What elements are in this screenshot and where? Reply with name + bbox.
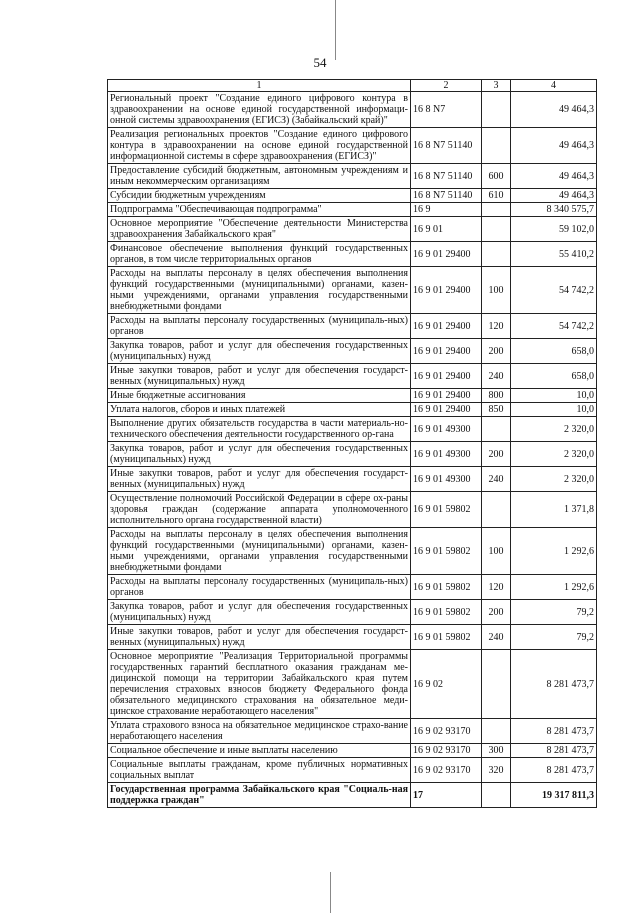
table-row (108, 364, 597, 389)
row-amount-cell: 49 464,3 (511, 189, 597, 203)
row-code-cell: 16 8 N7 51140 (411, 128, 482, 164)
row-expense-type-cell (482, 719, 511, 744)
row-expense-type-cell: 240 (482, 364, 511, 389)
row-code-cell: 16 9 01 49300 (411, 417, 482, 442)
row-name-cell: Субсидии бюджетным учреждениям (108, 189, 411, 203)
row-expense-type-cell: 200 (482, 600, 511, 625)
row-name-cell: Расходы на выплаты персоналу в целях обеспечения выполнения функций государственными (муниципальными) органами, казен-ными учреждениями, органами управления государственными внебюджетными фондами (108, 267, 411, 314)
row-expense-type-cell: 300 (482, 744, 511, 758)
row-expense-type-cell: 850 (482, 403, 511, 417)
row-amount-cell: 49 464,3 (511, 92, 597, 128)
row-expense-type-cell: 120 (482, 314, 511, 339)
row-name-cell: Иные закупки товаров, работ и услуг для обеспечения государст-венных (муниципальных) нужд (108, 364, 411, 389)
row-code-cell: 16 9 02 93170 (411, 719, 482, 744)
row-name-cell: Расходы на выплаты персоналу государственных (муниципаль-ных) органов (108, 575, 411, 600)
table-row (108, 203, 597, 217)
scan-fold-mark-top (335, 0, 336, 60)
row-expense-type-cell: 600 (482, 164, 511, 189)
row-code-cell: 16 9 01 49300 (411, 467, 482, 492)
row-name-cell: Уплата налогов, сборов и иных платежей (108, 403, 411, 417)
row-name-cell: Расходы на выплаты персоналу государственных (муниципаль-ных) органов (108, 314, 411, 339)
row-amount-cell: 54 742,2 (511, 267, 597, 314)
row-name-cell: Предоставление субсидий бюджетным, автономным учреждениям и иным некоммерческим организациям (108, 164, 411, 189)
row-expense-type-cell (482, 783, 511, 808)
row-code-cell: 16 9 01 (411, 217, 482, 242)
row-name-cell: Закупка товаров, работ и услуг для обеспечения государственных (муниципальных) нужд (108, 600, 411, 625)
row-name-cell: Региональный проект "Создание единого цифрового контура в здравоохранении на основе единой государственной информаци-онной системы здравоохранения (ЕГИСЗ) (Забайкальский край)" (108, 92, 411, 128)
row-code-cell: 16 9 01 29400 (411, 242, 482, 267)
row-name-cell: Закупка товаров, работ и услуг для обеспечения государственных (муниципальных) нужд (108, 339, 411, 364)
row-amount-cell: 8 281 473,7 (511, 719, 597, 744)
row-amount-cell: 2 320,0 (511, 467, 597, 492)
scan-fold-mark-bottom (330, 872, 331, 913)
row-name-cell: Государственная программа Забайкальского края "Социаль-ная поддержка граждан" (108, 783, 411, 808)
table-row (108, 164, 597, 189)
row-expense-type-cell: 100 (482, 528, 511, 575)
row-name-cell: Основное мероприятие "Обеспечение деятельности Министерства здравоохранения Забайкальского края" (108, 217, 411, 242)
table-row (108, 625, 597, 650)
row-amount-cell: 2 320,0 (511, 442, 597, 467)
row-amount-cell: 8 340 575,7 (511, 203, 597, 217)
row-expense-type-cell (482, 242, 511, 267)
row-code-cell: 16 8 N7 (411, 92, 482, 128)
row-expense-type-cell: 240 (482, 467, 511, 492)
row-name-cell: Иные закупки товаров, работ и услуг для обеспечения государст-венных (муниципальных) нужд (108, 467, 411, 492)
table-row (108, 242, 597, 267)
table-row (108, 417, 597, 442)
row-amount-cell: 8 281 473,7 (511, 758, 597, 783)
row-name-cell: Закупка товаров, работ и услуг для обеспечения государственных (муниципальных) нужд (108, 442, 411, 467)
row-code-cell: 16 9 01 29400 (411, 314, 482, 339)
row-expense-type-cell: 240 (482, 625, 511, 650)
row-expense-type-cell (482, 128, 511, 164)
table-row (108, 783, 597, 808)
row-code-cell: 16 8 N7 51140 (411, 164, 482, 189)
header-col-1: 1 (108, 80, 411, 92)
row-code-cell: 16 9 02 93170 (411, 758, 482, 783)
row-name-cell: Осуществление полномочий Российской Федерации в сфере ох-раны здоровья граждан (содержание аппарата уполномоченного исполнительного органа государственной власти) (108, 492, 411, 528)
row-name-cell: Иные закупки товаров, работ и услуг для обеспечения государст-венных (муниципальных) нужд (108, 625, 411, 650)
table-row (108, 467, 597, 492)
row-name-cell: Уплата страхового взноса на обязательное медицинское страхо-вание неработающего населения (108, 719, 411, 744)
row-code-cell: 16 9 01 29400 (411, 389, 482, 403)
row-code-cell: 16 9 01 29400 (411, 267, 482, 314)
row-code-cell: 16 9 02 93170 (411, 744, 482, 758)
row-expense-type-cell: 200 (482, 442, 511, 467)
row-expense-type-cell: 120 (482, 575, 511, 600)
page-number: 54 (313, 55, 327, 70)
row-name-cell: Социальные выплаты гражданам, кроме публичных нормативных социальных выплат (108, 758, 411, 783)
table-row (108, 189, 597, 203)
table-row (108, 492, 597, 528)
row-amount-cell: 55 410,2 (511, 242, 597, 267)
row-expense-type-cell (482, 92, 511, 128)
row-name-cell: Основное мероприятие "Реализация Территориальной программы государственных гарантий бесплатного оказания гражданам ме-дицинской помощи на территории Забайкальского края путем перечисления страховых взносов бюджету Федерального фонда обязательного медицинского страхования на обязательное меди-цинское страхование неработающего населения" (108, 650, 411, 719)
row-amount-cell: 1 292,6 (511, 528, 597, 575)
row-amount-cell: 1 292,6 (511, 575, 597, 600)
row-amount-cell: 79,2 (511, 600, 597, 625)
row-expense-type-cell (482, 217, 511, 242)
table-row (108, 389, 597, 403)
row-name-cell: Социальное обеспечение и иные выплаты населению (108, 744, 411, 758)
row-expense-type-cell: 200 (482, 339, 511, 364)
header-col-2: 2 (411, 80, 482, 92)
row-code-cell: 16 9 01 59802 (411, 528, 482, 575)
table-row (108, 128, 597, 164)
row-name-cell: Финансовое обеспечение выполнения функций государственных органов, в том числе территориальных органов (108, 242, 411, 267)
table-row (108, 442, 597, 467)
row-code-cell: 16 9 01 29400 (411, 403, 482, 417)
row-expense-type-cell: 610 (482, 189, 511, 203)
row-expense-type-cell (482, 492, 511, 528)
row-name-cell: Подпрограмма "Обеспечивающая подпрограмма" (108, 203, 411, 217)
row-amount-cell: 49 464,3 (511, 164, 597, 189)
row-code-cell: 16 8 N7 51140 (411, 189, 482, 203)
table-row (108, 600, 597, 625)
row-expense-type-cell: 320 (482, 758, 511, 783)
row-amount-cell: 79,2 (511, 625, 597, 650)
row-amount-cell: 8 281 473,7 (511, 650, 597, 719)
table-row (108, 758, 597, 783)
row-code-cell: 16 9 01 59802 (411, 625, 482, 650)
row-code-cell: 16 9 01 29400 (411, 364, 482, 389)
row-code-cell: 17 (411, 783, 482, 808)
row-name-cell: Выполнение других обязательств государства в части материаль-но-технического обеспечения деятельности государственного ор-гана (108, 417, 411, 442)
table-row (108, 719, 597, 744)
row-code-cell: 16 9 01 59802 (411, 492, 482, 528)
table-row (108, 339, 597, 364)
row-code-cell: 16 9 01 59802 (411, 575, 482, 600)
table-row (108, 217, 597, 242)
row-code-cell: 16 9 01 29400 (411, 339, 482, 364)
table-row (108, 92, 597, 128)
table-row (108, 744, 597, 758)
row-expense-type-cell (482, 203, 511, 217)
row-code-cell: 16 9 01 59802 (411, 600, 482, 625)
row-expense-type-cell (482, 417, 511, 442)
row-amount-cell: 1 371,8 (511, 492, 597, 528)
row-name-cell: Реализация региональных проектов "Создание единого цифрового контура в здравоохранении на основе единой государственной информационной системы в сфере здравоохранения (ЕГИСЗ)" (108, 128, 411, 164)
row-amount-cell: 49 464,3 (511, 128, 597, 164)
table-row (108, 267, 597, 314)
header-col-3: 3 (482, 80, 511, 92)
row-amount-cell: 19 317 811,3 (511, 783, 597, 808)
table-header-row (108, 80, 597, 92)
table-row (108, 314, 597, 339)
row-amount-cell: 658,0 (511, 339, 597, 364)
row-amount-cell: 2 320,0 (511, 417, 597, 442)
row-code-cell: 16 9 01 49300 (411, 442, 482, 467)
table-row (108, 528, 597, 575)
row-amount-cell: 54 742,2 (511, 314, 597, 339)
table-row (108, 650, 597, 719)
row-expense-type-cell: 100 (482, 267, 511, 314)
row-expense-type-cell (482, 650, 511, 719)
table-row (108, 403, 597, 417)
row-amount-cell: 658,0 (511, 364, 597, 389)
table-row (108, 575, 597, 600)
row-name-cell: Расходы на выплаты персоналу в целях обеспечения выполнения функций государственными (муниципальными) органами, казен-ными учреждениями, органами управления государственными внебюджетными фондами (108, 528, 411, 575)
row-name-cell: Иные бюджетные ассигнования (108, 389, 411, 403)
row-amount-cell: 8 281 473,7 (511, 744, 597, 758)
header-col-4: 4 (511, 80, 597, 92)
row-amount-cell: 59 102,0 (511, 217, 597, 242)
row-code-cell: 16 9 (411, 203, 482, 217)
row-expense-type-cell: 800 (482, 389, 511, 403)
row-code-cell: 16 9 02 (411, 650, 482, 719)
budget-table (107, 79, 597, 808)
row-amount-cell: 10,0 (511, 403, 597, 417)
row-amount-cell: 10,0 (511, 389, 597, 403)
